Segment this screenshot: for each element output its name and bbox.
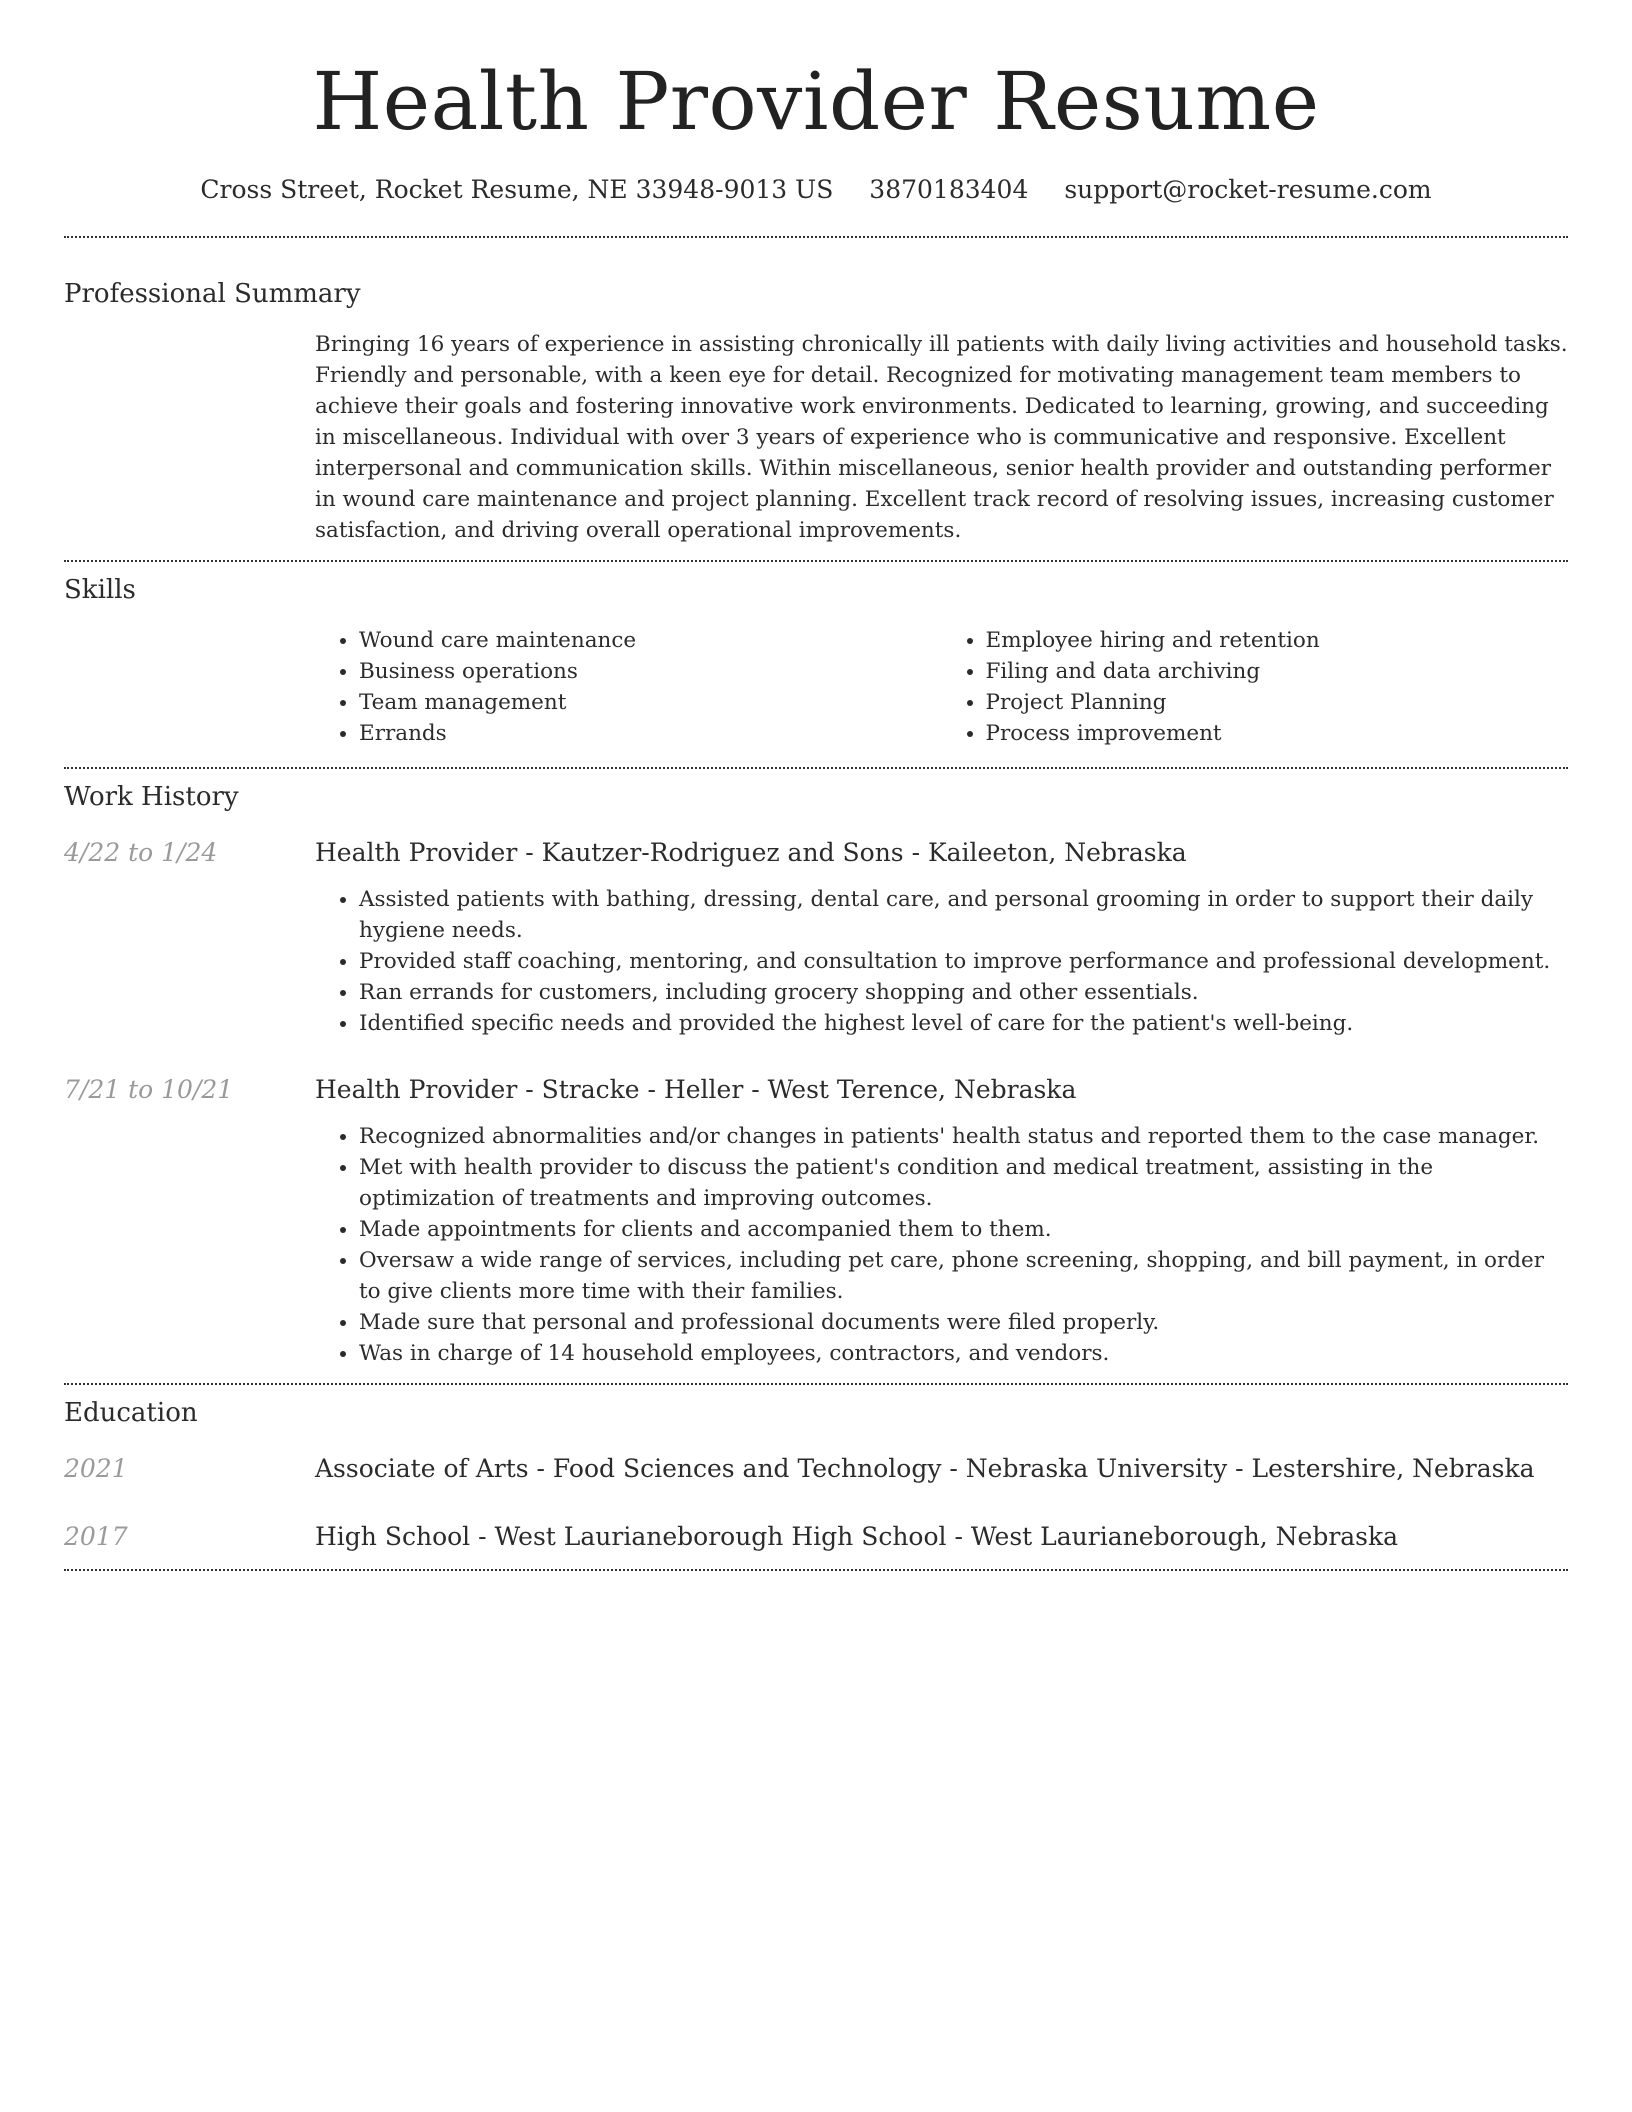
job-bullet: • Was in charge of 14 household employees, contractors, and vendors. (359, 1338, 1568, 1369)
job-bullet: • Met with health provider to discuss the patient's condition and medical treatment, assisting in the optimization of treatments and improving outcomes. (359, 1152, 1568, 1214)
education-year: 2017 (64, 1522, 128, 1551)
contact-phone: 3870183404 (869, 175, 1029, 204)
job-title: Health Provider - Kautzer-Rodriguez and Sons - Kaileeton, Nebraska (315, 838, 1187, 867)
summary-heading: Professional Summary (64, 279, 361, 309)
education-divider (64, 1569, 1568, 1571)
education-entry (64, 1451, 1568, 1487)
skill-item: • Wound care maintenance (359, 625, 942, 656)
job-dates: 7/21 to 10/21 (64, 1075, 234, 1104)
skill-item: • Errands (359, 718, 942, 749)
job-bullet: • Made sure that personal and professional documents were filed properly. (359, 1307, 1568, 1338)
job-bullet: • Identified specific needs and provided the highest level of care for the patient's well-being. (359, 1008, 1568, 1039)
skills-heading: Skills (64, 575, 136, 605)
job-entry (64, 835, 1568, 1039)
contact-line (64, 172, 1568, 208)
summary-section (64, 238, 1568, 560)
education-heading: Education (64, 1398, 198, 1428)
education-year: 2021 (64, 1454, 128, 1483)
resume-title: Health Provider Resume (312, 55, 1320, 148)
job-bullets (315, 1121, 1568, 1369)
job-bullet: • Made appointments for clients and accompanied them to them. (359, 1214, 1568, 1245)
education-detail: High School - West Laurianeborough High School - West Laurianeborough, Nebraska (315, 1522, 1399, 1551)
resume-page (64, 0, 1568, 1571)
job-bullet: • Oversaw a wide range of services, including pet care, phone screening, shopping, and bill payment, in order to give clients more time with their families. (359, 1245, 1568, 1307)
job-bullets (315, 884, 1568, 1039)
work-section (64, 769, 1568, 1383)
education-detail: Associate of Arts - Food Sciences and Technology - Nebraska University - Lestershire, Nebraska (315, 1454, 1535, 1483)
job-bullet: • Recognized abnormalities and/or changes in patients' health status and reported them to the case manager. (359, 1121, 1568, 1152)
job-dates: 4/22 to 1/24 (64, 838, 218, 867)
summary-text: Bringing 16 years of experience in assisting chronically ill patients with daily living activities and household tasks. Friendly and personable, with a keen eye for detail. Recognized for motivating management team members to achieve their goals and fostering innovative work environments. Dedicated to learning, growing, and succeeding in miscellaneous. Individual with over 3 years of experience who is communicative and responsive. Excellent interpersonal and communication skills. Within miscellaneous, senior health provider and outstanding performer in wound care maintenance and project planning. Excellent track record of resolving issues, increasing customer satisfaction, and driving overall operational improvements. (315, 332, 1568, 543)
skill-item: • Filing and data archiving (986, 656, 1569, 687)
skill-item: • Process improvement (986, 718, 1569, 749)
job-bullet: • Ran errands for customers, including grocery shopping and other essentials. (359, 977, 1568, 1008)
skill-item: • Project Planning (986, 687, 1569, 718)
skills-list-right (942, 625, 1569, 749)
skill-item: • Team management (359, 687, 942, 718)
contact-email: support@rocket-resume.com (1064, 175, 1432, 204)
job-entry (64, 1072, 1568, 1369)
skill-item: • Business operations (359, 656, 942, 687)
skill-item: • Employee hiring and retention (986, 625, 1569, 656)
work-heading: Work History (64, 782, 239, 812)
education-entry (64, 1519, 1568, 1555)
contact-address: Cross Street, Rocket Resume, NE 33948-9013 US (200, 175, 834, 204)
skills-section (64, 562, 1568, 767)
skills-list-left (315, 625, 942, 749)
job-bullet: • Assisted patients with bathing, dressing, dental care, and personal grooming in order to support their daily hygiene needs. (359, 884, 1568, 946)
education-section (64, 1385, 1568, 1569)
job-title: Health Provider - Stracke - Heller - West Terence, Nebraska (315, 1075, 1077, 1104)
job-bullet: • Provided staff coaching, mentoring, and consultation to improve performance and professional development. (359, 946, 1568, 977)
